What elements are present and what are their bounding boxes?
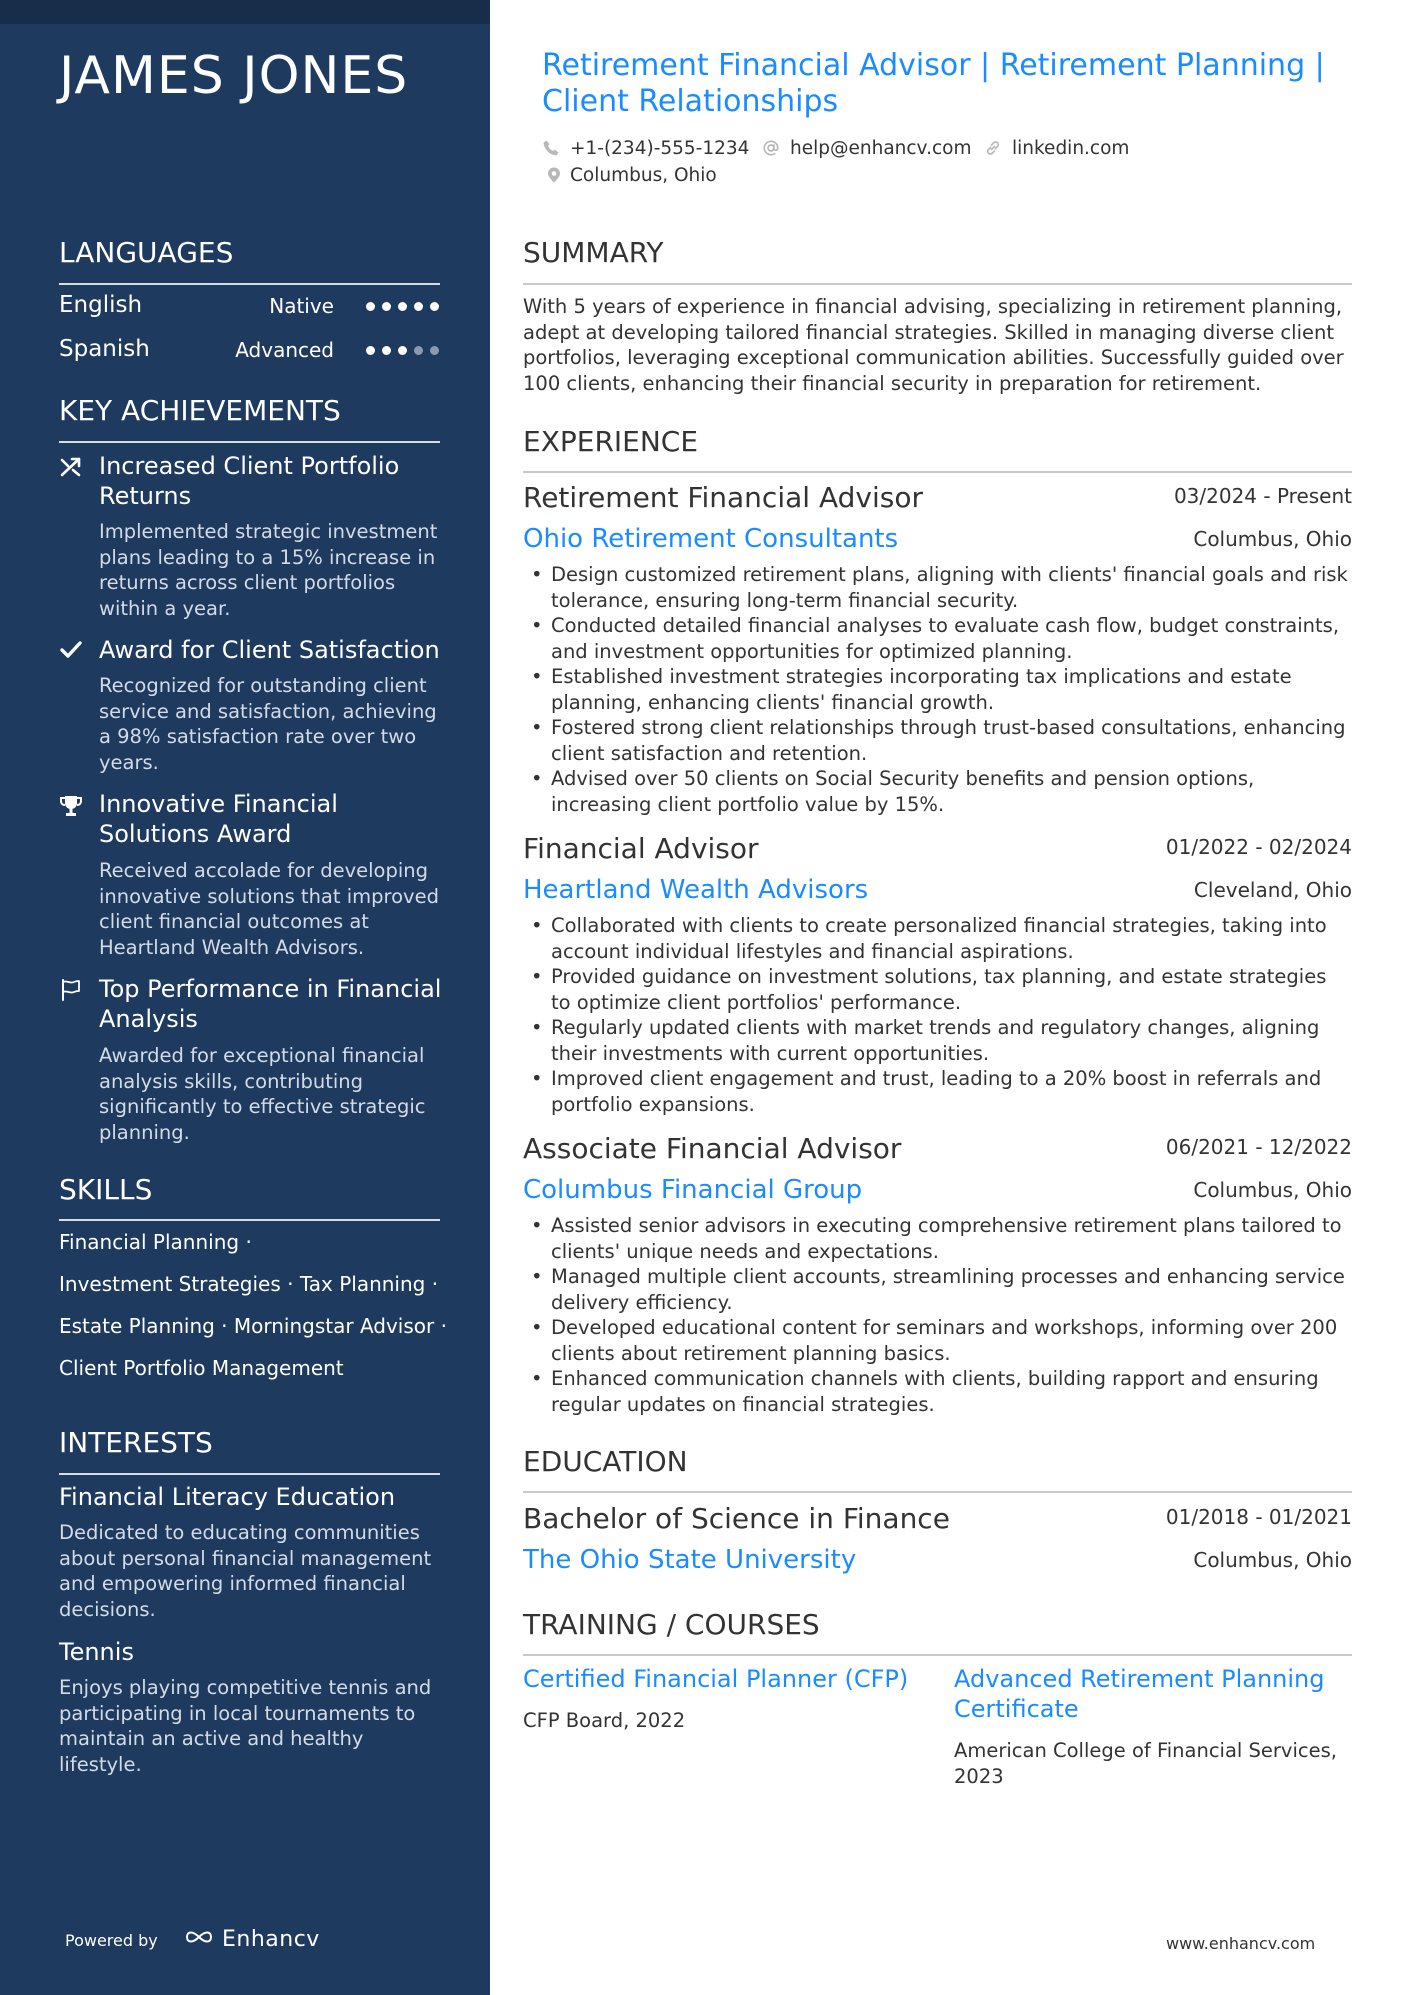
language-name: Spanish — [59, 336, 150, 362]
footer-url[interactable]: www.enhancv.com — [1166, 1934, 1316, 1953]
achievement-title: Top Performance in Financial Analysis — [99, 975, 442, 1033]
course-title: Advanced Retirement Planning Certificate — [954, 1665, 1325, 1723]
course-provider: CFP Board, 2022 — [523, 1709, 686, 1732]
job-dates: 01/2022 - 02/2024 — [1165, 835, 1352, 859]
enhancv-brand: Enhancv — [222, 1927, 320, 1952]
phone-icon — [542, 139, 560, 157]
rating-dot — [382, 302, 391, 311]
interests-divider — [59, 1473, 440, 1475]
company-name[interactable]: Columbus Financial Group — [523, 1175, 863, 1205]
email-address[interactable]: help@enhancv.com — [790, 138, 972, 159]
link-icon — [984, 139, 1002, 157]
interest-description: Enjoys playing competitive tennis and participating in local tournaments to maintain an active and healthy lifestyle. — [59, 1676, 432, 1776]
skill-list-line: Financial Planning · — [59, 1230, 252, 1254]
achievements-divider — [59, 441, 440, 443]
linkedin-link[interactable]: linkedin.com — [1012, 138, 1130, 159]
summary-heading: SUMMARY — [523, 236, 664, 269]
language-rating — [366, 346, 440, 358]
job-bullets — [523, 1213, 1352, 1417]
interest-title: Financial Literacy Education — [59, 1483, 396, 1511]
language-row — [59, 336, 440, 368]
skill-list-line: Investment Strategies · Tax Planning · — [59, 1272, 439, 1296]
job-bullets — [523, 562, 1352, 817]
at-sign-icon — [762, 139, 780, 157]
list-item: • Collaborated with clients to create personalized financial strategies, taking into account individual lifestyles and financial aspirations. — [523, 913, 1352, 964]
language-level: Advanced — [235, 338, 334, 362]
job-dates: 06/2021 - 12/2022 — [1165, 1135, 1352, 1159]
list-item: • Enhanced communication channels with clients, building rapport and ensuring regular updates on financial strategies. — [523, 1366, 1352, 1417]
language-rating — [366, 302, 440, 314]
list-item: • Improved client engagement and trust, leading to a 20% boost in referrals and portfolio expansions. — [523, 1066, 1352, 1117]
degree-title: Bachelor of Science in Finance — [523, 1502, 950, 1535]
location: Columbus, Ohio — [570, 165, 717, 186]
skill-list-line: Estate Planning · Morningstar Advisor · — [59, 1314, 447, 1338]
company-name[interactable]: Heartland Wealth Advisors — [523, 875, 869, 905]
education-divider — [523, 1491, 1352, 1493]
job-location: Columbus, Ohio — [1193, 1178, 1352, 1202]
training-heading: TRAINING / COURSES — [523, 1608, 820, 1641]
list-item: • Managed multiple client accounts, streamlining processes and enhancing service delivery efficiency. — [523, 1264, 1352, 1315]
school-name[interactable]: The Ohio State University — [523, 1545, 857, 1575]
skills-heading: SKILLS — [59, 1173, 153, 1206]
achievement-title: Increased Client Portfolio Returns — [99, 452, 400, 510]
list-item: • Fostered strong client relationships through trust-based consultations, enhancing client satisfaction and retention. — [523, 715, 1352, 766]
list-item: • Design customized retirement plans, aligning with clients' financial goals and risk tolerance, ensuring long-term financial security. — [523, 562, 1352, 613]
summary-divider — [523, 283, 1352, 285]
experience-heading: EXPERIENCE — [523, 425, 699, 458]
enhancv-logo-icon — [184, 1925, 214, 1949]
achievement-title: Innovative Financial Solutions Award — [99, 790, 338, 848]
experience-divider — [523, 471, 1352, 473]
list-item: • Provided guidance on investment solutions, tax planning, and estate strategies to optimize client portfolios' performance. — [523, 964, 1352, 1015]
education-dates: 01/2018 - 01/2021 — [1165, 1505, 1352, 1529]
achievement-description: Implemented strategic investment plans leading to a 15% increase in returns across client portfolios within a year. — [99, 520, 438, 620]
flag-icon — [59, 978, 83, 1002]
skills-divider — [59, 1219, 440, 1221]
interest-title: Tennis — [59, 1638, 134, 1666]
interests-heading: INTERESTS — [59, 1426, 213, 1459]
trend-arrows-icon — [59, 455, 83, 479]
rating-dot — [430, 302, 439, 311]
achievement-description: Received accolade for developing innovative solutions that improved client financial outcomes at Heartland Wealth Advisors. — [99, 859, 439, 959]
trophy-icon — [59, 794, 83, 818]
job-bullets — [523, 913, 1352, 1117]
training-divider — [523, 1654, 1352, 1656]
education-heading: EDUCATION — [523, 1445, 688, 1478]
job-title: Associate Financial Advisor — [523, 1132, 902, 1165]
job-location: Cleveland, Ohio — [1193, 878, 1352, 902]
achievements-heading: KEY ACHIEVEMENTS — [59, 394, 341, 427]
summary-text: With 5 years of experience in financial advising, specializing in retirement planning, adept at developing tailored financial strategies. Skilled in managing diverse client portfolios, leveraging exceptional communication abilities. Successfully guided over 100 clients, enhancing their financial security in preparation for retirement. — [523, 295, 1344, 395]
candidate-name: JAMES JONES — [59, 46, 409, 106]
job-title: Retirement Financial Advisor — [523, 481, 923, 514]
rating-dot — [398, 346, 407, 355]
course-provider: American College of Financial Services, 2023 — [954, 1739, 1337, 1788]
sidebar-top-bar — [0, 0, 490, 24]
list-item: • Advised over 50 clients on Social Security benefits and pension options, increasing client portfolio value by 15%. — [523, 766, 1352, 817]
job-dates: 03/2024 - Present — [1173, 484, 1352, 508]
achievement-title: Award for Client Satisfaction — [99, 636, 440, 664]
job-location: Columbus, Ohio — [1193, 527, 1352, 551]
rating-dot — [366, 302, 375, 311]
sidebar — [0, 0, 490, 1995]
professional-headline: Retirement Financial Advisor | Retirement Planning | Client Relationships — [542, 48, 1325, 119]
list-item: • Conducted detailed financial analyses to evaluate cash flow, budget constraints, and investment opportunities for optimized planning. — [523, 613, 1352, 664]
languages-heading: LANGUAGES — [59, 236, 234, 269]
skill-list-line: Client Portfolio Management — [59, 1356, 344, 1380]
rating-dot — [414, 346, 423, 355]
achievement-description: Recognized for outstanding client service and satisfaction, achieving a 98% satisfaction rate over two years. — [99, 674, 437, 774]
school-location: Columbus, Ohio — [1193, 1548, 1352, 1572]
course-title: Certified Financial Planner (CFP) — [523, 1665, 909, 1693]
powered-by-label: Powered by — [65, 1931, 158, 1950]
company-name[interactable]: Ohio Retirement Consultants — [523, 524, 899, 554]
list-item: • Developed educational content for seminars and workshops, informing over 200 clients about retirement planning basics. — [523, 1315, 1352, 1366]
list-item: • Assisted senior advisors in executing comprehensive retirement plans tailored to clients' unique needs and expectations. — [523, 1213, 1352, 1264]
job-title: Financial Advisor — [523, 832, 759, 865]
rating-dot — [382, 346, 391, 355]
rating-dot — [366, 346, 375, 355]
location-pin-icon — [545, 166, 563, 184]
rating-dot — [430, 346, 439, 355]
language-level: Native — [269, 294, 334, 318]
achievement-description: Awarded for exceptional financial analysis skills, contributing significantly to effective strategic planning. — [99, 1044, 426, 1144]
list-item: • Regularly updated clients with market trends and regulatory changes, aligning their investments with current opportunities. — [523, 1015, 1352, 1066]
languages-divider — [59, 283, 440, 285]
checkmark-icon — [59, 638, 83, 662]
rating-dot — [414, 302, 423, 311]
rating-dot — [398, 302, 407, 311]
phone-number[interactable]: +1-(234)-555-1234 — [570, 138, 750, 159]
interest-description: Dedicated to educating communities about personal financial management and empowering informed financial decisions. — [59, 1521, 432, 1621]
language-name: English — [59, 292, 143, 318]
list-item: • Established investment strategies incorporating tax implications and estate planning, enhancing clients' financial growth. — [523, 664, 1352, 715]
language-row — [59, 292, 440, 324]
